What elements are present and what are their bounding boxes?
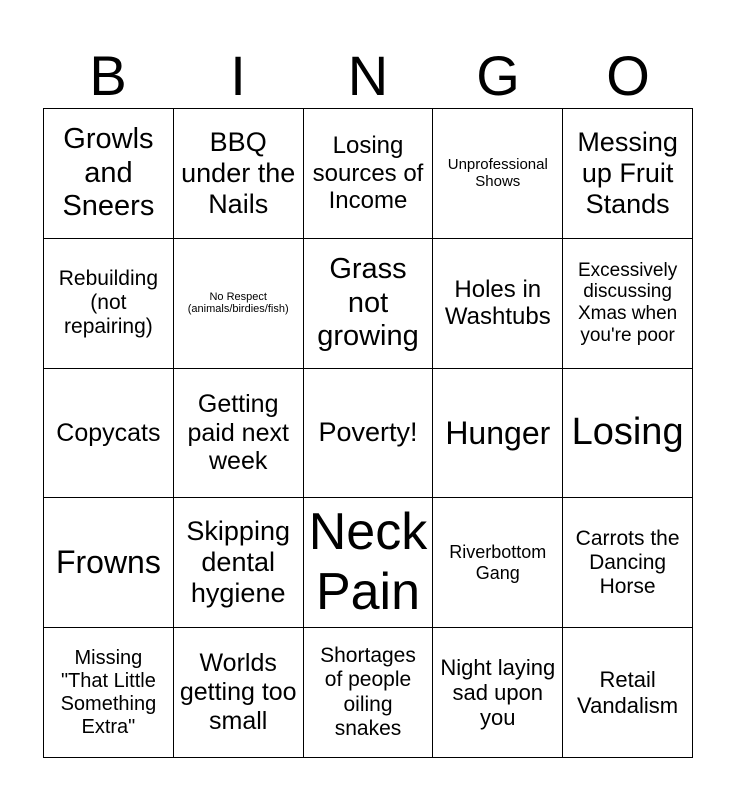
cell-text: Poverty!: [318, 417, 418, 448]
cell-text: No Respect (animals/birdies/fish): [187, 290, 289, 316]
bingo-cell-r1-c4[interactable]: [433, 109, 563, 239]
cell-text: Unprofessional Shows: [447, 156, 548, 191]
bingo-cell-r2-c4[interactable]: [433, 239, 563, 369]
cell-text: Holes in Washtubs: [444, 275, 551, 331]
bingo-cell-r4-c1[interactable]: [44, 498, 174, 628]
bingo-cell-r4-c4[interactable]: [433, 498, 563, 628]
cell-text: Night laying sad upon you: [440, 654, 556, 731]
bingo-cell-r3-c4[interactable]: [433, 369, 563, 499]
cell-text: Rebuilding (not repairing): [58, 266, 159, 339]
bingo-cell-r3-c5[interactable]: [563, 369, 693, 499]
bingo-grid: [43, 108, 693, 758]
cell-text: Carrots the Dancing Horse: [575, 526, 680, 598]
bingo-cell-r5-c1[interactable]: [44, 628, 174, 758]
bingo-cell-r4-c5[interactable]: [563, 498, 693, 628]
bingo-cell-r4-c3[interactable]: [304, 498, 434, 628]
bingo-cell-r5-c3[interactable]: [304, 628, 434, 758]
cell-text: Growls and Sneers: [62, 123, 155, 223]
bingo-cell-r3-c1[interactable]: [44, 369, 174, 499]
cell-text: Grass not growing: [317, 253, 419, 352]
header-letter-b: B: [89, 44, 127, 107]
bingo-cell-r1-c5[interactable]: [563, 109, 693, 239]
bingo-cell-r2-c3[interactable]: [304, 239, 434, 369]
cell-text: BBQ under the Nails: [181, 126, 296, 219]
bingo-cell-r2-c1[interactable]: [44, 239, 174, 369]
header-letter-g: G: [476, 44, 520, 107]
bingo-cell-r5-c2[interactable]: [174, 628, 304, 758]
cell-text: Copycats: [56, 418, 161, 447]
cell-text: Messing up Fruit Stands: [577, 126, 678, 219]
bingo-cell-r3-c3[interactable]: [304, 369, 434, 499]
bingo-cell-r1-c1[interactable]: [44, 109, 174, 239]
bingo-cell-r4-c2[interactable]: [174, 498, 304, 628]
bingo-cell-r5-c5[interactable]: [563, 628, 693, 758]
bingo-cell-r1-c2[interactable]: [174, 109, 304, 239]
bingo-cell-r2-c5[interactable]: [563, 239, 693, 369]
cell-text: Neck Pain: [308, 502, 428, 621]
cell-text: Worlds getting too small: [179, 649, 297, 735]
cell-text: Hunger: [445, 414, 551, 451]
cell-text: Losing: [571, 411, 684, 454]
cell-text: Skipping dental hygiene: [186, 516, 290, 609]
header-letter-i: I: [230, 44, 246, 107]
cell-text: Riverbottom Gang: [449, 542, 547, 583]
bingo-cell-r3-c2[interactable]: [174, 369, 304, 499]
cell-text: Losing sources of Income: [312, 132, 424, 215]
header-letter-o: O: [606, 44, 650, 107]
bingo-cell-r5-c4[interactable]: [433, 628, 563, 758]
cell-text: Excessively discussing Xmas when you're poor: [577, 259, 678, 347]
bingo-cell-r2-c2[interactable]: [174, 239, 304, 369]
bingo-cell-r1-c3[interactable]: [304, 109, 434, 239]
cell-text: Shortages of people oiling snakes: [320, 644, 416, 740]
header-letter-n: N: [347, 44, 389, 107]
cell-text: Missing "That Little Something Extra": [60, 646, 157, 738]
cell-text: Frowns: [55, 544, 161, 581]
cell-text: Getting paid next week: [187, 389, 289, 476]
bingo-header: [43, 44, 693, 108]
cell-text: Retail Vandalism: [577, 667, 679, 718]
